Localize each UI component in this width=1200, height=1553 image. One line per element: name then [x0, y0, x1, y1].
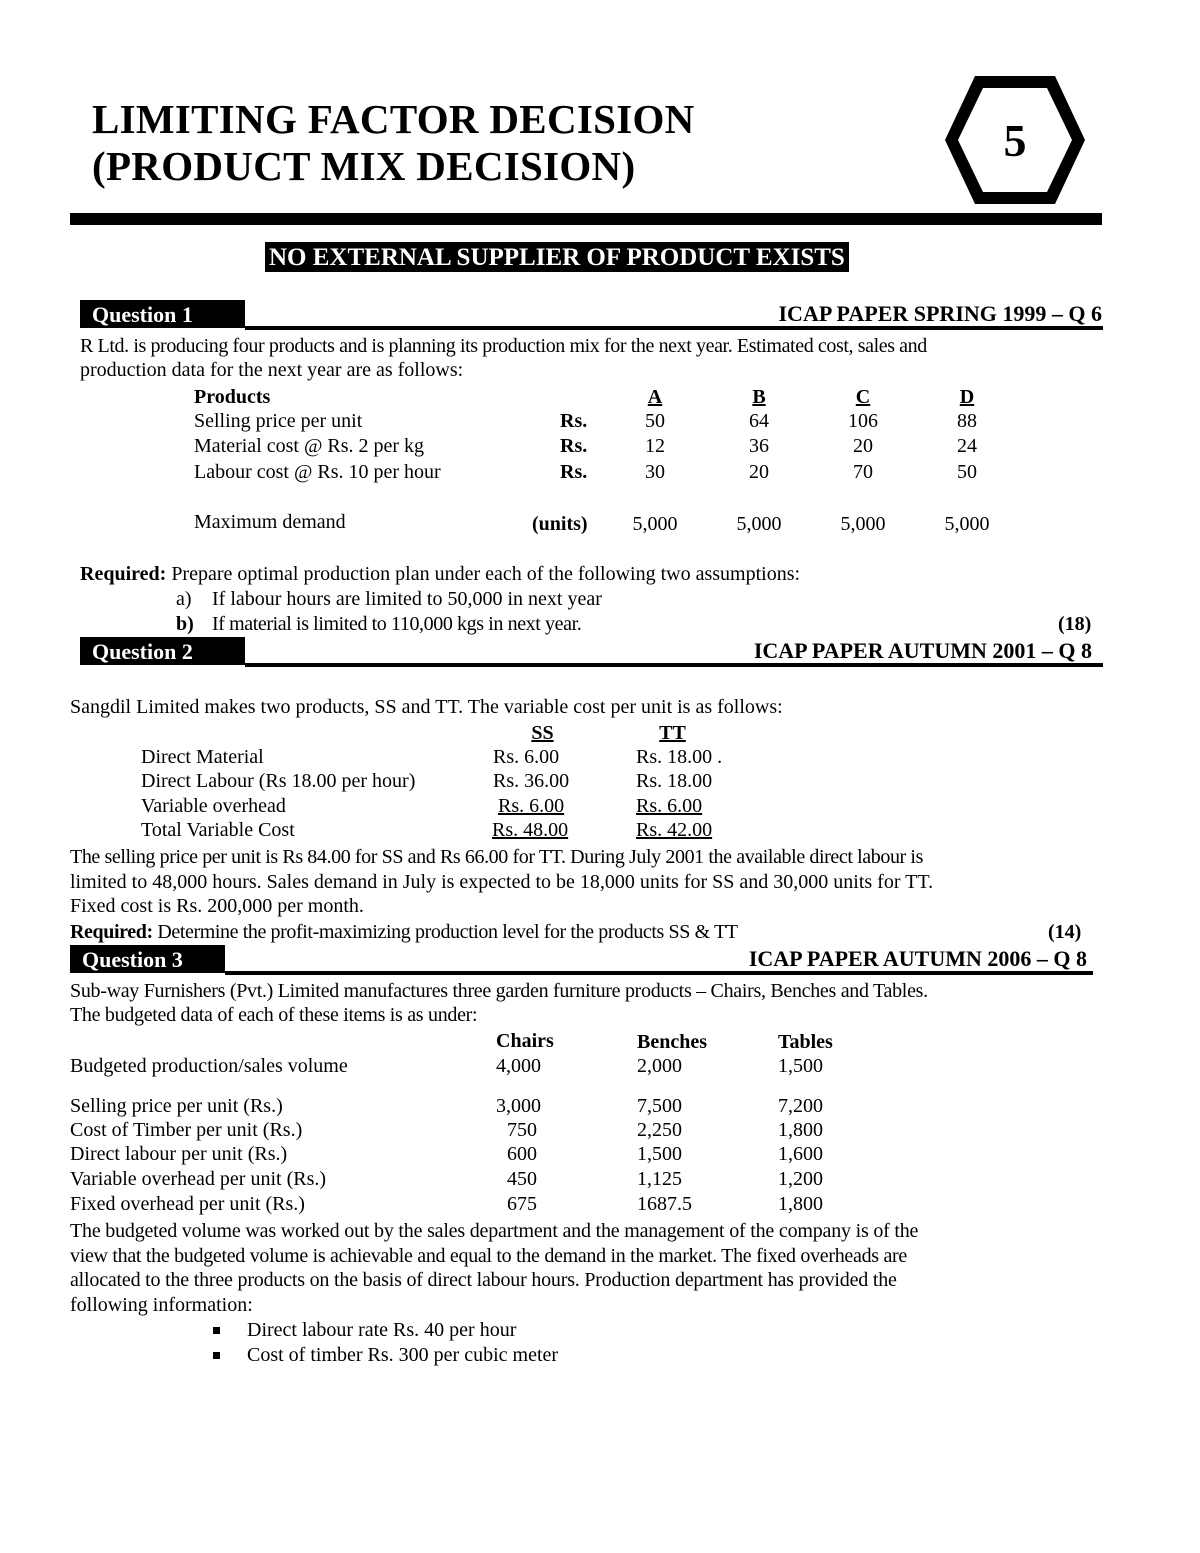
q3-cell: 1,200 [778, 1168, 823, 1190]
q3-row-label: Cost of Timber per unit (Rs.) [70, 1119, 303, 1141]
q2-cell: Rs. 6.00 [498, 795, 565, 817]
q3-para-line1: The budgeted volume was worked out by the sales department and the management of the company is of the [70, 1220, 919, 1242]
q2-cell: Rs. 6.00 [636, 795, 703, 817]
q1-row-unit: Rs. [560, 461, 588, 483]
q1-col-header: B [752, 386, 766, 408]
q3-row-label: Fixed overhead per unit (Rs.) [70, 1193, 305, 1215]
q1-col-header: C [855, 386, 871, 408]
page-title-line2: (PRODUCT MIX DECISION) [92, 143, 636, 189]
bullet-square-icon [213, 1327, 220, 1334]
q3-row-label: Budgeted production/sales volume [70, 1055, 348, 1077]
q1-products-label: Products [194, 386, 271, 408]
q1-intro-line1: R Ltd. is producing four products and is planning its production mix for the next year. Estimated cost, sales and [80, 335, 927, 357]
q2-cell: Rs. 42.00 [636, 819, 713, 841]
question-1-tab: Question 1 [80, 300, 245, 328]
q1-cell: 70 [853, 461, 873, 483]
q1-row-unit: (units) [532, 513, 588, 535]
q3-cell: 450 [507, 1168, 537, 1190]
q3-intro-line2: The budgeted data of each of these items is as under: [70, 1004, 478, 1026]
q3-cell: 4,000 [496, 1055, 541, 1077]
chapter-number: 5 [1003, 115, 1027, 166]
q2-para-line3: Fixed cost is Rs. 200,000 per month. [70, 895, 364, 917]
question-2-paper-ref: ICAP PAPER AUTUMN 2001 – Q 8 [753, 638, 1092, 663]
q3-cell: 7,500 [637, 1095, 682, 1117]
q1-cell: 5,000 [632, 513, 678, 535]
q3-bullet-item: Cost of timber Rs. 300 per cubic meter [247, 1344, 559, 1366]
q1-cell: 20 [749, 461, 769, 483]
q1-intro-line2: production data for the next year are as follows: [80, 359, 464, 381]
q3-para-line3: allocated to the three products on the basis of direct labour hours. Production department has provided the [70, 1269, 897, 1291]
question-1-paper-ref: ICAP PAPER SPRING 1999 – Q 6 [778, 301, 1102, 326]
q3-row-label: Variable overhead per unit (Rs.) [70, 1168, 327, 1190]
q3-cell: 7,200 [778, 1095, 823, 1117]
q1-cell: 5,000 [944, 513, 990, 535]
question-2-tab: Question 2 [80, 637, 245, 665]
q2-required-text: Determine the profit-maximizing production level for the products SS & TT [157, 921, 738, 943]
q3-bullet-item: Direct labour rate Rs. 40 per hour [247, 1319, 517, 1341]
q1-required-text: Prepare optimal production plan under each of the following two assumptions: [171, 563, 801, 585]
q1-cell: 64 [749, 410, 769, 432]
header-rule [70, 213, 1102, 225]
q1-row-label: Labour cost @ Rs. 10 per hour [194, 461, 441, 483]
q1-row-label: Maximum demand [194, 511, 346, 533]
q3-cell: 1,125 [637, 1168, 682, 1190]
q3-row-label: Selling price per unit (Rs.) [70, 1095, 283, 1117]
q3-para-line2: view that the budgeted volume is achievable and equal to the demand in the market. The fixed overheads are [70, 1245, 907, 1267]
q2-marks: (14) [1048, 921, 1082, 943]
q1-row-label: Selling price per unit [194, 410, 363, 432]
q2-para-line2: limited to 48,000 hours. Sales demand in July is expected to be 18,000 units for SS and 30,000 units for TT. [70, 871, 934, 893]
q3-cell: 2,000 [637, 1055, 682, 1077]
chapter-hexagon-icon [935, 70, 1095, 210]
q2-cell: Rs. 18.00 . [636, 746, 723, 768]
q2-col-header: TT [659, 722, 686, 744]
q1-cell: 106 [848, 410, 878, 432]
q2-cell: Rs. 36.00 [493, 770, 570, 792]
q1-required-label: Required: [80, 563, 167, 585]
q3-para-line4: following information: [70, 1294, 253, 1316]
q1-cell: 5,000 [736, 513, 782, 535]
q1-cell: 50 [645, 410, 665, 432]
q2-cell: Rs. 48.00 [492, 819, 569, 841]
q3-col-header: Tables [778, 1031, 833, 1053]
q2-cell: Rs. 18.00 [636, 770, 713, 792]
q1-cell: 24 [957, 435, 977, 457]
q3-cell: 1,800 [778, 1193, 823, 1215]
question-3-paper-ref: ICAP PAPER AUTUMN 2006 – Q 8 [748, 946, 1087, 971]
q3-cell: 1,600 [778, 1143, 823, 1165]
q1-row-label: Material cost @ Rs. 2 per kg [194, 435, 425, 457]
q2-required [70, 920, 738, 944]
q3-cell: 2,250 [637, 1119, 682, 1141]
q2-row-label: Total Variable Cost [141, 819, 295, 841]
q1-col-header: D [959, 386, 975, 408]
q3-cell: 675 [507, 1193, 537, 1215]
q1-item-text: If labour hours are limited to 50,000 in next year [212, 588, 602, 610]
q3-cell: 1687.5 [637, 1193, 692, 1215]
q2-para-line1: The selling price per unit is Rs 84.00 for SS and Rs 66.00 for TT. During July 2001 the available direct labour is [70, 846, 923, 868]
section-banner: NO EXTERNAL SUPPLIER OF PRODUCT EXISTS [265, 242, 849, 272]
q1-row-unit: Rs. [560, 410, 588, 432]
q1-cell: 5,000 [840, 513, 886, 535]
q1-cell: 30 [645, 461, 665, 483]
q3-cell: 3,000 [496, 1095, 541, 1117]
q1-row-unit: Rs. [560, 435, 588, 457]
q2-row-label: Variable overhead [141, 795, 286, 817]
q1-cell: 20 [853, 435, 873, 457]
q3-row-label: Direct labour per unit (Rs.) [70, 1143, 288, 1165]
q1-cell: 12 [645, 435, 665, 457]
q3-col-header: Benches [637, 1031, 707, 1053]
q2-intro: Sangdil Limited makes two products, SS and TT. The variable cost per unit is as follows: [70, 696, 783, 718]
question-3-tab: Question 3 [70, 945, 225, 973]
q1-cell: 36 [749, 435, 769, 457]
q3-cell: 1,800 [778, 1119, 823, 1141]
q2-col-header: SS [531, 722, 554, 744]
q2-row-label: Direct Labour (Rs 18.00 per hour) [141, 770, 416, 792]
q3-intro-line1: Sub-way Furnishers (Pvt.) Limited manufactures three garden furniture products – Chairs, Benches and Tables. [70, 980, 928, 1002]
q3-col-header: Chairs [496, 1030, 554, 1052]
q1-col-header: A [647, 386, 663, 408]
q1-item-text: If material is limited to 110,000 kgs in next year. [212, 613, 582, 635]
page-title-line1: LIMITING FACTOR DECISION [92, 96, 695, 142]
q3-cell: 1,500 [637, 1143, 682, 1165]
q1-cell: 50 [957, 461, 977, 483]
bullet-square-icon [213, 1352, 220, 1359]
q1-marks: (18) [1058, 613, 1092, 635]
q1-cell: 88 [957, 410, 977, 432]
q1-item-marker: a) [176, 588, 192, 610]
q1-required [80, 562, 800, 586]
q2-cell: Rs. 6.00 [493, 746, 560, 768]
q3-cell: 750 [507, 1119, 537, 1141]
q1-item-marker: b) [176, 613, 194, 635]
q2-required-label: Required: [70, 921, 153, 943]
q3-cell: 1,500 [778, 1055, 823, 1077]
q3-cell: 600 [507, 1143, 537, 1165]
q2-row-label: Direct Material [141, 746, 264, 768]
